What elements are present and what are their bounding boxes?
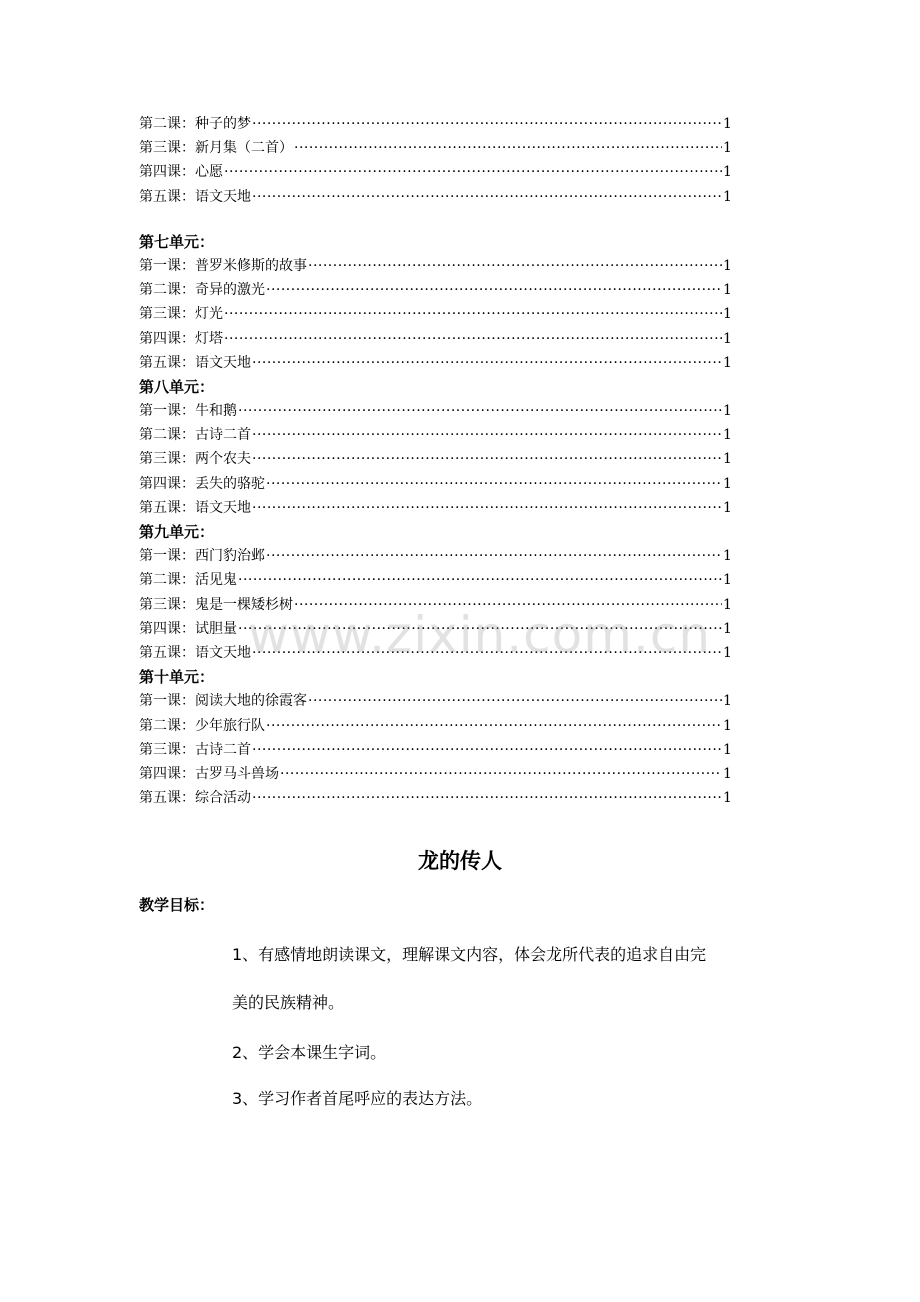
toc-lesson: 第二课：古诗二首 <box>139 427 251 444</box>
toc-lesson: 第二课：活见鬼 <box>139 572 237 589</box>
toc-page-number: 1 <box>723 572 732 589</box>
toc-lesson: 第三课：两个农夫 <box>139 451 251 468</box>
toc-entry <box>139 399 731 423</box>
toc-page-number: 1 <box>723 475 732 492</box>
toc-page-number: 1 <box>723 548 732 565</box>
toc-entry <box>139 496 731 520</box>
toc-lesson: 第四课：心愿 <box>139 164 223 181</box>
toc-leader-dots <box>280 762 722 786</box>
toc-leader-dots <box>294 593 722 617</box>
toc-entry <box>139 689 731 713</box>
toc-entry <box>139 714 731 738</box>
toc-entry <box>139 423 731 447</box>
toc-leader-dots <box>252 351 722 375</box>
toc-page-number: 1 <box>723 330 732 347</box>
toc-leader-dots <box>252 496 722 520</box>
toc-page-number: 1 <box>723 596 732 613</box>
toc-entry <box>139 160 731 184</box>
toc-page-number: 1 <box>723 717 732 734</box>
toc-entry <box>139 327 731 351</box>
toc-leader-dots <box>266 714 722 738</box>
toc-leader-dots <box>252 738 722 762</box>
toc-lesson: 第五课：语文天地 <box>139 188 251 205</box>
teaching-goals-label: 教学目标： <box>139 896 215 914</box>
unit-heading-8: 第八单元： <box>139 377 215 396</box>
toc-page-number: 1 <box>723 693 732 710</box>
toc-entry <box>139 641 731 665</box>
toc-page-number: 1 <box>723 354 732 371</box>
toc-leader-dots <box>252 423 722 447</box>
goal-3: 3、学习作者首尾呼应的表达方法。 <box>232 1089 483 1108</box>
toc-leader-dots <box>224 302 722 326</box>
toc-page-number: 1 <box>723 451 732 468</box>
unit-heading-10: 第十单元： <box>139 668 215 687</box>
table-of-contents <box>139 112 731 810</box>
toc-lesson: 第三课：新月集（二首） <box>139 140 293 157</box>
toc-entry <box>139 544 731 568</box>
toc-lesson: 第二课：少年旅行队 <box>139 717 265 734</box>
toc-lesson: 第三课：鬼是一棵矮杉树 <box>139 596 293 613</box>
toc-lesson: 第一课：西门豹治邺 <box>139 548 265 565</box>
toc-page-number: 1 <box>723 116 732 132</box>
toc-entry <box>139 112 731 136</box>
toc-page-number: 1 <box>723 790 732 807</box>
unit-heading-9: 第九单元： <box>139 523 215 541</box>
toc-lesson: 第五课：综合活动 <box>139 790 251 807</box>
toc-lesson: 第三课：灯光 <box>139 306 223 323</box>
toc-lesson: 第五课：语文天地 <box>139 499 251 516</box>
toc-entry <box>139 351 731 375</box>
toc-leader-dots <box>266 544 722 568</box>
toc-leader-dots <box>252 447 722 471</box>
watermark: www.zixin.com.cn <box>248 606 712 664</box>
toc-leader-dots <box>224 160 722 184</box>
toc-leader-dots <box>308 689 722 713</box>
toc-entry <box>139 786 731 810</box>
goal-1-line-2: 美的民族精神。 <box>232 993 345 1012</box>
toc-page-number: 1 <box>723 164 732 181</box>
toc-page-number: 1 <box>723 620 732 637</box>
toc-page-number: 1 <box>723 140 732 157</box>
toc-page-number: 1 <box>723 741 732 758</box>
toc-entry <box>139 302 731 326</box>
toc-lesson: 第一课：阅读大地的徐霞客 <box>139 693 307 710</box>
toc-page-number: 1 <box>723 427 732 444</box>
toc-entry <box>139 593 731 617</box>
toc-lesson: 第五课：语文天地 <box>139 354 251 371</box>
toc-lesson: 第四课：试胆量 <box>139 620 237 637</box>
goal-1-line-1: 1、有感情地朗读课文，理解课文内容，体会龙所代表的追求自由完 <box>232 945 707 964</box>
toc-entry <box>139 762 731 786</box>
toc-lesson: 第四课：灯塔 <box>139 330 223 347</box>
toc-leader-dots <box>238 399 722 423</box>
toc-lesson: 第四课：古罗马斗兽场 <box>139 765 279 782</box>
toc-entry <box>139 568 731 592</box>
toc-entry <box>139 254 731 278</box>
toc-lesson: 第五课：语文天地 <box>139 644 251 661</box>
toc-leader-dots <box>252 641 722 665</box>
toc-leader-dots <box>252 112 722 136</box>
toc-leader-dots <box>252 786 722 810</box>
toc-page-number: 1 <box>723 306 732 323</box>
toc-page-number: 1 <box>723 282 732 299</box>
toc-lesson: 第一课：牛和鹅 <box>139 403 237 420</box>
toc-page-number: 1 <box>723 188 732 205</box>
goal-2: 2、学会本课生字词。 <box>232 1043 387 1062</box>
spacer <box>139 209 731 230</box>
toc-entry <box>139 185 731 209</box>
toc-entry <box>139 447 731 471</box>
toc-leader-dots <box>294 136 722 160</box>
toc-page-number: 1 <box>723 765 732 782</box>
toc-lesson: 第二课：种子的梦 <box>139 116 251 132</box>
toc-entry <box>139 738 731 762</box>
toc-leader-dots <box>308 254 722 278</box>
toc-leader-dots <box>238 568 722 592</box>
toc-leader-dots <box>238 617 722 641</box>
toc-lesson: 第一课：普罗米修斯的故事 <box>139 257 307 274</box>
article-title: 龙的传人 <box>418 849 502 873</box>
toc-entry <box>139 472 731 496</box>
toc-leader-dots <box>266 472 722 496</box>
toc-entry <box>139 136 731 160</box>
toc-lesson: 第三课：古诗二首 <box>139 741 251 758</box>
toc-page-number: 1 <box>723 644 732 661</box>
toc-leader-dots <box>252 185 722 209</box>
toc-page-number: 1 <box>723 499 732 516</box>
toc-leader-dots <box>224 327 722 351</box>
unit-heading-7: 第七单元： <box>139 232 215 251</box>
toc-leader-dots <box>266 278 722 302</box>
toc-page-number: 1 <box>723 257 732 274</box>
toc-page-number: 1 <box>723 403 732 420</box>
toc-lesson: 第二课：奇异的激光 <box>139 282 265 299</box>
toc-lesson: 第四课：丢失的骆驼 <box>139 475 265 492</box>
toc-entry <box>139 617 731 641</box>
toc-entry <box>139 278 731 302</box>
